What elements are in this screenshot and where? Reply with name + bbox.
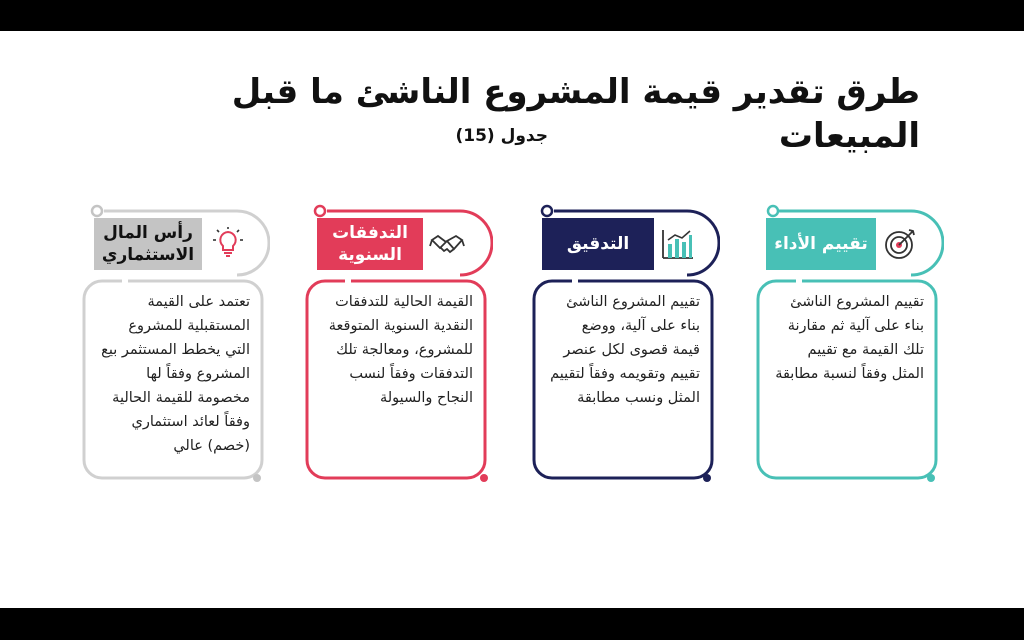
bar-chart-icon (660, 226, 696, 262)
audit-label: التدقيق (542, 218, 654, 270)
page-title: طرق تقدير قيمة المشروع الناشئ ما قبل المبيعات (231, 72, 920, 156)
bottom-letterbox-bar (0, 608, 1024, 640)
table-caption: جدول (15) (455, 126, 548, 146)
handshake-icon (429, 226, 465, 262)
lightbulb-icon (210, 226, 246, 262)
method-card-annual-cash-flows (305, 202, 493, 487)
method-card-performance (756, 202, 944, 487)
annual-label: التدفقات السنوية (317, 218, 423, 270)
audit-description: تقييم المشروع الناشئ بناء على آلية، ووضع قيمة قصوى لكل عنصر تقييم وتقويمه وفقاً لتقييم المثل ونسب مطابقة (550, 294, 700, 406)
method-card-audit (532, 202, 720, 487)
performance-label: تقييم الأداء (766, 218, 876, 270)
method-card-venture-capital (82, 202, 270, 487)
top-letterbox-bar (0, 0, 1024, 31)
target-icon (882, 226, 918, 262)
annual-description: القيمة الحالية للتدفقات النقدية السنوية المتوقعة للمشروع، ومعالجة تلك التدفقات وفقاً لنسب النجاح والسيولة (328, 294, 473, 406)
venture-description: تعتمد على القيمة المستقبلية للمشروع التي يخطط المستثمر بيع المشروع وفقاً لها مخصومة للقيمة الحالية وفقاً لعائد استثماري (خصم) عالي (101, 294, 250, 454)
performance-description: تقييم المشروع الناشئ بناء على آلية ثم مقارنة تلك القيمة مع تقييم المثل وفقاً لنسبة مطابقة (775, 294, 924, 382)
venture-label: رأس المال الاستثماري (94, 218, 202, 270)
